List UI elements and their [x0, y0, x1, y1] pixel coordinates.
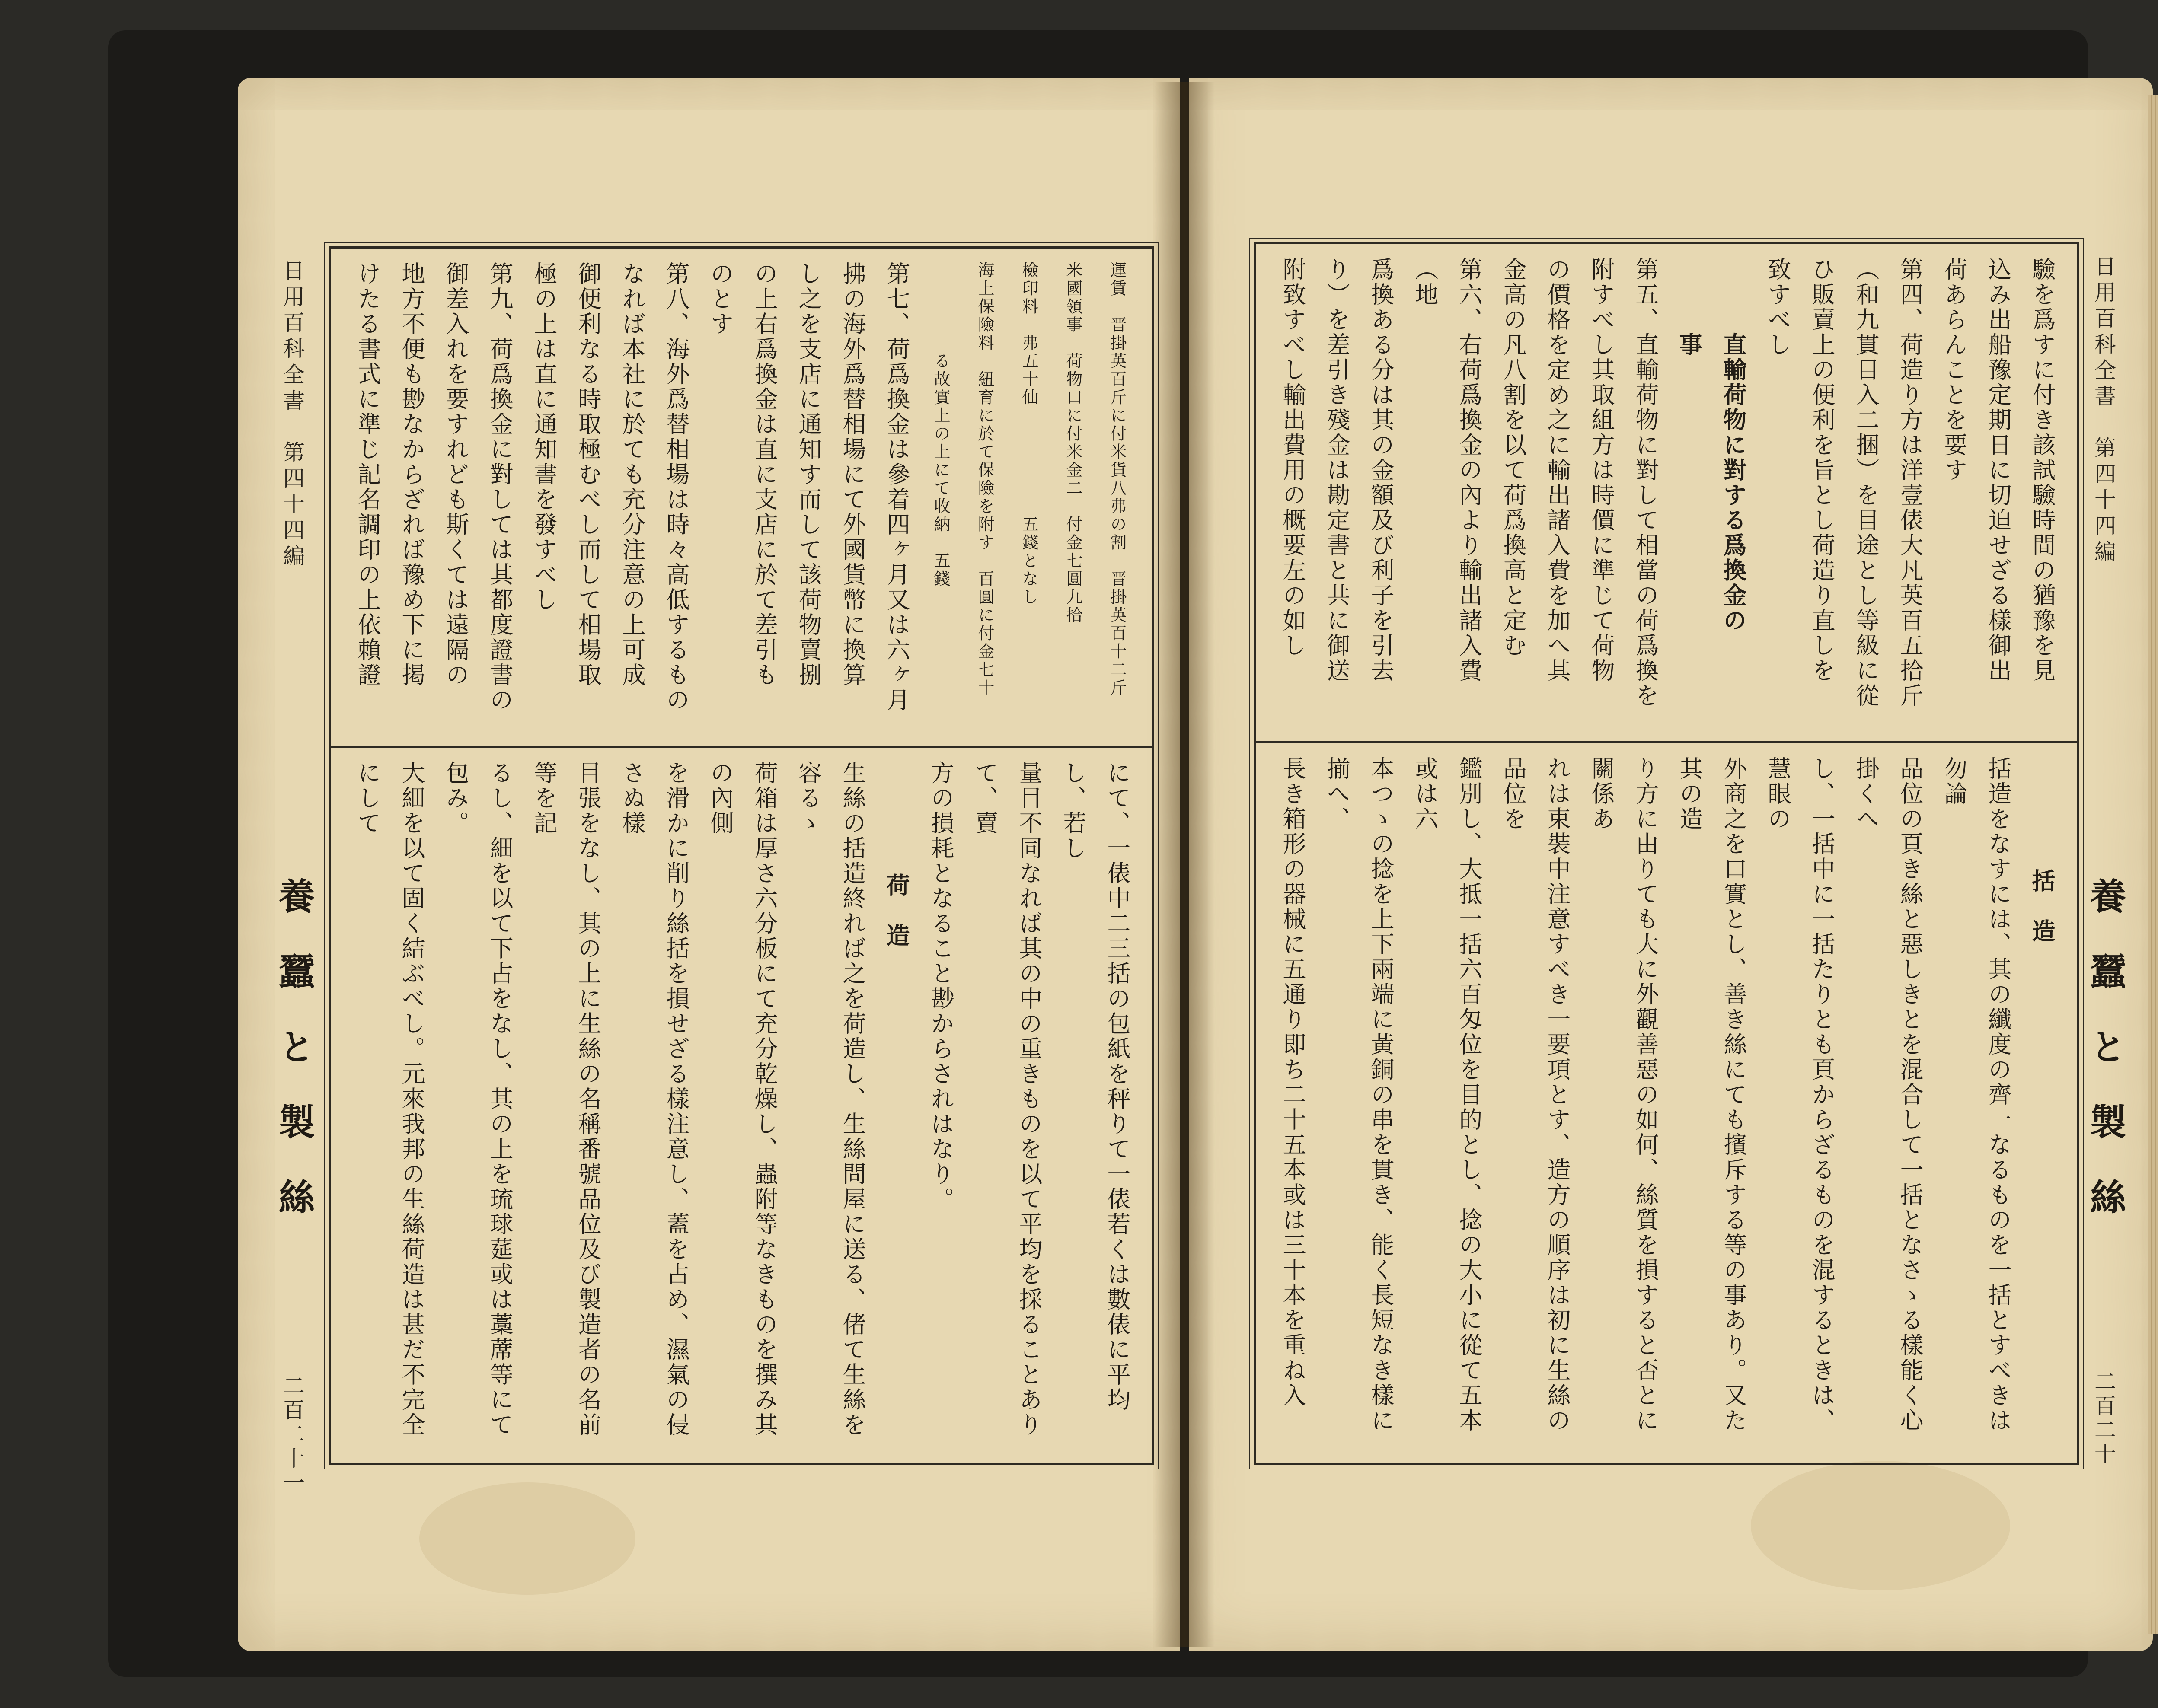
text-column: の價格を定め之に輸出諸入費を加へ其	[1544, 257, 1571, 683]
page-edges	[2148, 95, 2158, 1634]
text-column: にて、一俵中二三括の包紙を秤りて一俵若くは數俵に平均し、若し	[1060, 761, 1131, 1412]
text-column: 第五、直輸荷物に對して相當の荷爲換を	[1632, 257, 1659, 708]
text-column: 荷あらんことを要す	[1941, 257, 1968, 483]
lower-text-block	[1269, 756, 2064, 1448]
text-column: 御便利なる時取極むべし而して相場取	[575, 261, 602, 688]
text-column: 荷箱は厚さ六分板にて充分乾燥し、蟲附等なきものを撰み其の內側	[707, 761, 778, 1437]
lower-section	[344, 761, 1139, 1452]
text-column: の上右爲換金は直に支店に於て差引も	[751, 261, 778, 688]
text-column: 御差入れを要すれども斯くては遠隔の	[442, 261, 469, 688]
running-head: 日用百科全書 第四十四編	[280, 259, 305, 570]
text-column	[344, 761, 345, 1452]
text-column: 第七、荷爲換金は參着四ヶ月又は六ヶ月	[883, 261, 910, 713]
text-column: 第八、海外爲替相場は時々高低するもの	[663, 261, 690, 713]
text-column: 方の損耗となること尠からされはなり。	[927, 761, 954, 1212]
text-column: ひ販賣上の便利を旨とし荷造り直しを	[1808, 257, 1836, 683]
text-frame	[329, 246, 1154, 1465]
section-divider	[1256, 741, 2077, 743]
text-column: 鑑別し、大抵一括六百匁位を目的とし、捻の大小に從て五本或は六	[1411, 756, 1483, 1433]
text-column: し之を支店に通知す而して該荷物賣捌	[795, 261, 822, 688]
text-column: 品位の頁き絲と惡しきとを混合して一括となさゝる樣能く心掛くへ	[1852, 756, 1924, 1433]
text-column: 米國領事 荷物口に付米金二 付金七圓九拾	[1063, 261, 1082, 625]
text-column: 附すべし其取組方は時價に準じて荷物	[1588, 257, 1615, 683]
text-column: なれば本社に於ても充分注意の上可成	[619, 261, 646, 688]
text-column: けたる書式に準じ記名調印の上依賴證	[354, 261, 381, 688]
text-column: 附致すべし輸出費用の概要左の如し	[1279, 257, 1306, 658]
upper-section	[1269, 257, 2064, 730]
text-column: 驗を爲すに付き該試驗時間の猶豫を見	[2029, 257, 2056, 683]
text-column: り）を差引き殘金は勘定書と共に御送	[1323, 257, 1350, 683]
open-book	[108, 30, 2127, 1677]
text-column: り方に由りても大に外觀善惡の如何、絲質を損すると否とに關係あ	[1588, 756, 1659, 1433]
lower-section	[1269, 756, 2064, 1448]
text-column: 生絲の括造終れば之を荷造し、生絲問屋に送る、偖て生絲を容るゝ	[795, 761, 866, 1437]
text-column: 運賃 晋掛英百斤に付米貨八弗の割 晋掛英百十二斤	[1108, 261, 1127, 697]
text-column: （和九貫目入二捆）を目途とし等級に從	[1852, 257, 1880, 708]
text-column: 目張をなし、其の上に生絲の名稱番號品位及び製造者の名前等を記	[530, 761, 602, 1437]
text-column: 爲換ある分は其の金額及び利子を引去	[1367, 257, 1395, 683]
text-column: 第四、荷造り方は洋壹俵大凡英百五拾斤	[1896, 257, 1924, 708]
text-column: 第六、右荷爲換金の內より輸出諸入費（地	[1411, 257, 1483, 683]
running-head: 日用百科全書 第四十四編	[2091, 255, 2116, 566]
upper-text-block	[344, 261, 1139, 735]
text-column: る故實上の上にて收納 五錢	[931, 261, 950, 588]
section-title: 養蠶と製絲	[273, 877, 316, 1253]
subsection-heading: 荷 造	[883, 873, 910, 948]
text-column: 大細を以て固く結ぶべし。元來我邦の生絲荷造は甚だ不完全にして	[354, 761, 425, 1437]
text-column: れは束裝中注意すべき一要項とす、造方の順序は初に生絲の品位を	[1500, 756, 1571, 1433]
text-column: のとす	[707, 261, 734, 337]
text-column: るし、細を以て下占をなし、其の上を琉球莚或は藁蓆等にて包み。	[442, 761, 514, 1437]
text-column: を滑かに削り絲括を損せざる樣注意し、蓋を占め、濕氣の侵さぬ樣	[619, 761, 690, 1437]
subsection-heading: 直輸荷物に對する爲換金の	[1720, 257, 1747, 633]
text-column: 本つゝの捻を上下兩端に黃銅の串を貫き、能く長短なき樣に揃へ、	[1323, 756, 1395, 1433]
text-column: 外商之を口實とし、善き絲にても擯斥する等の事あり。又た其の造	[1676, 756, 1747, 1433]
section-divider	[331, 746, 1152, 748]
page-number: 二百二十	[2091, 1370, 2116, 1467]
text-column: 致すべし	[1764, 257, 1791, 357]
subsection-heading: 括 造	[2028, 869, 2056, 944]
upper-section	[344, 261, 1139, 735]
left-page	[238, 78, 1180, 1651]
text-frame	[1254, 242, 2079, 1465]
text-column: 極の上は直に通知書を發すべし	[530, 261, 558, 612]
text-column: 海上保險料 紐育に於て保險を附す 百圓に付金七十	[975, 261, 994, 697]
text-column: 檢印料 弗五十仙 五錢となし	[1019, 261, 1038, 606]
text-column: 拂の海外爲替相場にて外國貨幣に換算	[839, 261, 866, 688]
upper-text-block	[1269, 257, 2064, 730]
text-column: 量目不同なれば其の中の重きものを以て平均を採ることありて、賣	[971, 761, 1043, 1437]
right-page	[1189, 78, 2153, 1651]
book-gutter	[1154, 82, 1215, 1647]
text-column: 括造をなすには、其の纖度の齊一なるものを一括とすべきは勿論	[1941, 756, 2012, 1433]
text-column: 地方不便も尠なからざれば豫め下に掲	[398, 261, 425, 688]
lower-text-block	[344, 761, 1139, 1452]
text-column: 込み出船豫定期日に切迫せざる樣御出	[1985, 257, 2012, 683]
section-title: 養蠶と製絲	[2084, 877, 2127, 1253]
subsection-heading: 事	[1676, 257, 1703, 357]
text-column: 第九、荷爲換金に對しては其都度證書の	[486, 261, 514, 713]
text-column: し、一括中に一括たりとも頁からざるものを混するときは、慧眼の	[1764, 756, 1836, 1433]
paper-stain	[1751, 1461, 2010, 1590]
paper-stain	[419, 1482, 635, 1595]
text-column	[1269, 257, 1271, 730]
text-column: 長き箱形の器械に五通り即ち二十五本或は三十本を重ね入	[1279, 756, 1306, 1408]
text-column: 金高の凡八割を以て荷爲換高と定む	[1500, 257, 1527, 658]
page-number: 二百二十一	[280, 1374, 305, 1495]
